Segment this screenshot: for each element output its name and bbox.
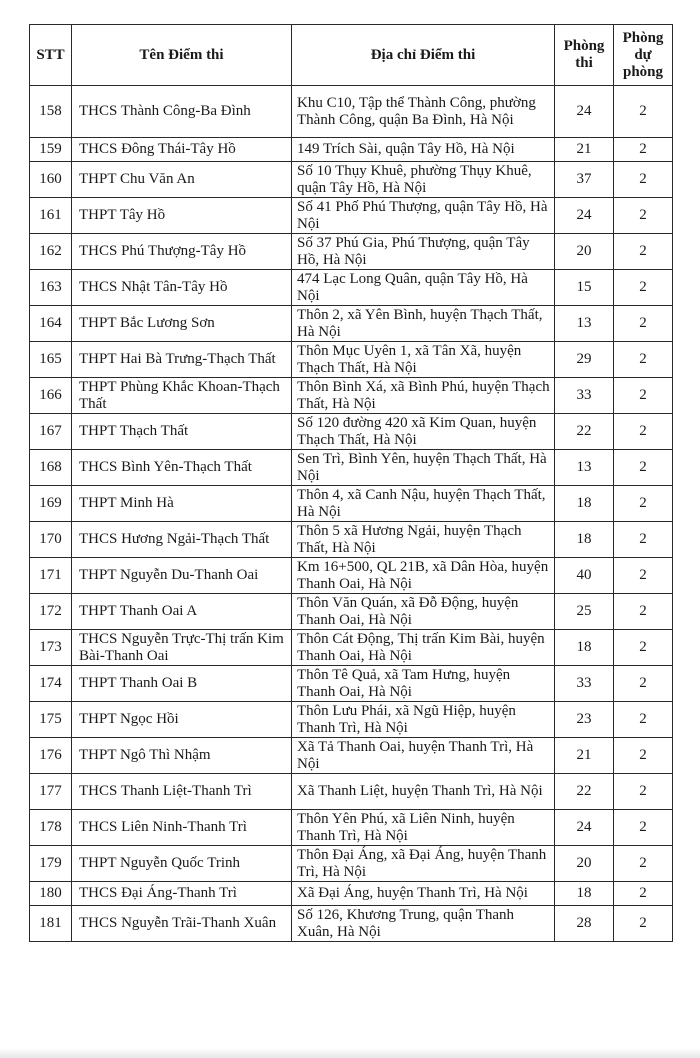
row-stt: 173 — [30, 630, 72, 666]
row-rooms: 18 — [555, 882, 614, 906]
header-rooms: Phòng thi — [555, 25, 614, 86]
row-site-address: 149 Trích Sài, quận Tây Hồ, Hà Nội — [292, 138, 555, 162]
table-row — [30, 162, 673, 198]
row-stt: 166 — [30, 378, 72, 414]
row-reserve-rooms: 2 — [614, 162, 673, 198]
row-reserve-rooms: 2 — [614, 906, 673, 942]
table-body — [30, 86, 673, 942]
row-reserve-rooms: 2 — [614, 270, 673, 306]
table-row — [30, 522, 673, 558]
row-rooms: 22 — [555, 774, 614, 810]
row-rooms: 21 — [555, 738, 614, 774]
table-row — [30, 138, 673, 162]
row-stt: 178 — [30, 810, 72, 846]
row-reserve-rooms: 2 — [614, 450, 673, 486]
row-site-address: Số 120 đường 420 xã Kim Quan, huyện Thạch Thất, Hà Nội — [292, 414, 555, 450]
table-row — [30, 774, 673, 810]
row-site-name: THPT Chu Văn An — [72, 162, 292, 198]
row-stt: 169 — [30, 486, 72, 522]
row-rooms: 15 — [555, 270, 614, 306]
row-site-name: THPT Thanh Oai A — [72, 594, 292, 630]
table-row — [30, 738, 673, 774]
row-rooms: 24 — [555, 86, 614, 138]
row-site-address: Thôn 2, xã Yên Bình, huyện Thạch Thất, Hà Nội — [292, 306, 555, 342]
row-stt: 174 — [30, 666, 72, 702]
table-row — [30, 414, 673, 450]
row-site-name: THCS Hương Ngải-Thạch Thất — [72, 522, 292, 558]
row-site-name: THPT Ngô Thì Nhậm — [72, 738, 292, 774]
row-site-address: Số 126, Khương Trung, quận Thanh Xuân, Hà Nội — [292, 906, 555, 942]
row-reserve-rooms: 2 — [614, 138, 673, 162]
row-stt: 180 — [30, 882, 72, 906]
row-site-name: THCS Thanh Liệt-Thanh Trì — [72, 774, 292, 810]
row-rooms: 28 — [555, 906, 614, 942]
row-stt: 165 — [30, 342, 72, 378]
table-row — [30, 630, 673, 666]
row-site-name: THCS Thành Công-Ba Đình — [72, 86, 292, 138]
table-row — [30, 306, 673, 342]
row-site-address: Xã Đại Áng, huyện Thanh Trì, Hà Nội — [292, 882, 555, 906]
row-site-address: Xã Tả Thanh Oai, huyện Thanh Trì, Hà Nội — [292, 738, 555, 774]
row-reserve-rooms: 2 — [614, 846, 673, 882]
row-stt: 164 — [30, 306, 72, 342]
row-stt: 177 — [30, 774, 72, 810]
row-site-address: Thôn 4, xã Canh Nậu, huyện Thạch Thất, Hà Nội — [292, 486, 555, 522]
table-row — [30, 846, 673, 882]
row-site-address: Thôn 5 xã Hương Ngải, huyện Thạch Thất, Hà Nội — [292, 522, 555, 558]
row-site-address: Số 10 Thụy Khuê, phường Thụy Khuê, quận Tây Hồ, Hà Nội — [292, 162, 555, 198]
row-stt: 167 — [30, 414, 72, 450]
row-site-name: THPT Bắc Lương Sơn — [72, 306, 292, 342]
row-stt: 171 — [30, 558, 72, 594]
row-stt: 172 — [30, 594, 72, 630]
table-row — [30, 378, 673, 414]
header-name: Tên Điểm thi — [72, 25, 292, 86]
row-reserve-rooms: 2 — [614, 522, 673, 558]
header-reserve: Phòng dự phòng — [614, 25, 673, 86]
row-reserve-rooms: 2 — [614, 630, 673, 666]
row-reserve-rooms: 2 — [614, 738, 673, 774]
table-row — [30, 810, 673, 846]
row-reserve-rooms: 2 — [614, 594, 673, 630]
row-site-address: Thôn Lưu Phái, xã Ngũ Hiệp, huyện Thanh Trì, Hà Nội — [292, 702, 555, 738]
row-rooms: 33 — [555, 666, 614, 702]
row-stt: 168 — [30, 450, 72, 486]
row-stt: 176 — [30, 738, 72, 774]
row-reserve-rooms: 2 — [614, 86, 673, 138]
row-site-name: THPT Nguyễn Du-Thanh Oai — [72, 558, 292, 594]
row-reserve-rooms: 2 — [614, 558, 673, 594]
row-site-address: Thôn Tê Quả, xã Tam Hưng, huyện Thanh Oai, Hà Nội — [292, 666, 555, 702]
row-reserve-rooms: 2 — [614, 234, 673, 270]
row-site-name: THPT Ngọc Hồi — [72, 702, 292, 738]
page-edge-shadow — [0, 1048, 700, 1058]
table-row — [30, 702, 673, 738]
row-rooms: 22 — [555, 414, 614, 450]
header-address: Địa chỉ Điểm thi — [292, 25, 555, 86]
row-stt: 175 — [30, 702, 72, 738]
row-reserve-rooms: 2 — [614, 414, 673, 450]
row-site-name: THPT Minh Hà — [72, 486, 292, 522]
row-site-address: Km 16+500, QL 21B, xã Dân Hòa, huyện Thanh Oai, Hà Nội — [292, 558, 555, 594]
row-rooms: 21 — [555, 138, 614, 162]
row-site-address: Thôn Bình Xá, xã Bình Phú, huyện Thạch Thất, Hà Nội — [292, 378, 555, 414]
row-site-address: Thôn Đại Áng, xã Đại Áng, huyện Thanh Trì, Hà Nội — [292, 846, 555, 882]
row-site-name: THCS Phú Thượng-Tây Hồ — [72, 234, 292, 270]
row-site-name: THPT Phùng Khắc Khoan-Thạch Thất — [72, 378, 292, 414]
row-site-name: THCS Đại Áng-Thanh Trì — [72, 882, 292, 906]
row-rooms: 13 — [555, 450, 614, 486]
table-row — [30, 906, 673, 942]
row-site-address: Thôn Cát Động, Thị trấn Kim Bài, huyện Thanh Oai, Hà Nội — [292, 630, 555, 666]
table-row — [30, 86, 673, 138]
row-reserve-rooms: 2 — [614, 486, 673, 522]
row-site-address: Thôn Văn Quán, xã Đỗ Động, huyện Thanh Oai, Hà Nội — [292, 594, 555, 630]
row-stt: 179 — [30, 846, 72, 882]
row-rooms: 18 — [555, 630, 614, 666]
row-stt: 170 — [30, 522, 72, 558]
row-site-address: Thôn Mục Uyên 1, xã Tân Xã, huyện Thạch Thất, Hà Nội — [292, 342, 555, 378]
row-reserve-rooms: 2 — [614, 378, 673, 414]
row-reserve-rooms: 2 — [614, 774, 673, 810]
table-row — [30, 198, 673, 234]
row-rooms: 18 — [555, 522, 614, 558]
table-header-row — [30, 25, 673, 86]
row-site-name: THCS Nhật Tân-Tây Hồ — [72, 270, 292, 306]
row-site-address: Số 41 Phố Phú Thượng, quận Tây Hồ, Hà Nội — [292, 198, 555, 234]
row-rooms: 33 — [555, 378, 614, 414]
header-stt: STT — [30, 25, 72, 86]
row-reserve-rooms: 2 — [614, 306, 673, 342]
row-reserve-rooms: 2 — [614, 666, 673, 702]
row-site-name: THCS Nguyễn Trãi-Thanh Xuân — [72, 906, 292, 942]
row-stt: 159 — [30, 138, 72, 162]
table-row — [30, 486, 673, 522]
row-rooms: 24 — [555, 198, 614, 234]
row-reserve-rooms: 2 — [614, 198, 673, 234]
table-row — [30, 234, 673, 270]
row-stt: 162 — [30, 234, 72, 270]
row-site-address: 474 Lạc Long Quân, quận Tây Hồ, Hà Nội — [292, 270, 555, 306]
row-site-name: THCS Đông Thái-Tây Hồ — [72, 138, 292, 162]
row-rooms: 23 — [555, 702, 614, 738]
row-stt: 163 — [30, 270, 72, 306]
table-row — [30, 882, 673, 906]
row-stt: 161 — [30, 198, 72, 234]
row-rooms: 24 — [555, 810, 614, 846]
row-rooms: 13 — [555, 306, 614, 342]
row-site-name: THCS Bình Yên-Thạch Thất — [72, 450, 292, 486]
row-rooms: 37 — [555, 162, 614, 198]
table-row — [30, 342, 673, 378]
row-site-name: THPT Thạch Thất — [72, 414, 292, 450]
row-rooms: 20 — [555, 234, 614, 270]
table-row — [30, 450, 673, 486]
row-reserve-rooms: 2 — [614, 882, 673, 906]
table-row — [30, 594, 673, 630]
row-site-name: THPT Nguyễn Quốc Trinh — [72, 846, 292, 882]
row-site-address: Số 37 Phú Gia, Phú Thượng, quận Tây Hồ, Hà Nội — [292, 234, 555, 270]
row-stt: 158 — [30, 86, 72, 138]
row-stt: 160 — [30, 162, 72, 198]
row-rooms: 20 — [555, 846, 614, 882]
table-row — [30, 666, 673, 702]
row-stt: 181 — [30, 906, 72, 942]
row-site-name: THCS Liên Ninh-Thanh Trì — [72, 810, 292, 846]
row-rooms: 40 — [555, 558, 614, 594]
row-rooms: 18 — [555, 486, 614, 522]
row-site-address: Sen Trì, Bình Yên, huyện Thạch Thất, Hà Nội — [292, 450, 555, 486]
row-reserve-rooms: 2 — [614, 702, 673, 738]
row-rooms: 29 — [555, 342, 614, 378]
row-reserve-rooms: 2 — [614, 810, 673, 846]
table-row — [30, 558, 673, 594]
row-site-name: THPT Thanh Oai B — [72, 666, 292, 702]
row-site-name: THCS Nguyễn Trực-Thị trấn Kim Bài-Thanh Oai — [72, 630, 292, 666]
table-row — [30, 270, 673, 306]
row-site-name: THPT Hai Bà Trưng-Thạch Thất — [72, 342, 292, 378]
row-rooms: 25 — [555, 594, 614, 630]
row-site-address: Xã Thanh Liệt, huyện Thanh Trì, Hà Nội — [292, 774, 555, 810]
row-site-address: Khu C10, Tập thể Thành Công, phường Thành Công, quận Ba Đình, Hà Nội — [292, 86, 555, 138]
exam-site-table — [29, 24, 673, 942]
row-site-name: THPT Tây Hồ — [72, 198, 292, 234]
row-reserve-rooms: 2 — [614, 342, 673, 378]
row-site-address: Thôn Yên Phú, xã Liên Ninh, huyện Thanh Trì, Hà Nội — [292, 810, 555, 846]
